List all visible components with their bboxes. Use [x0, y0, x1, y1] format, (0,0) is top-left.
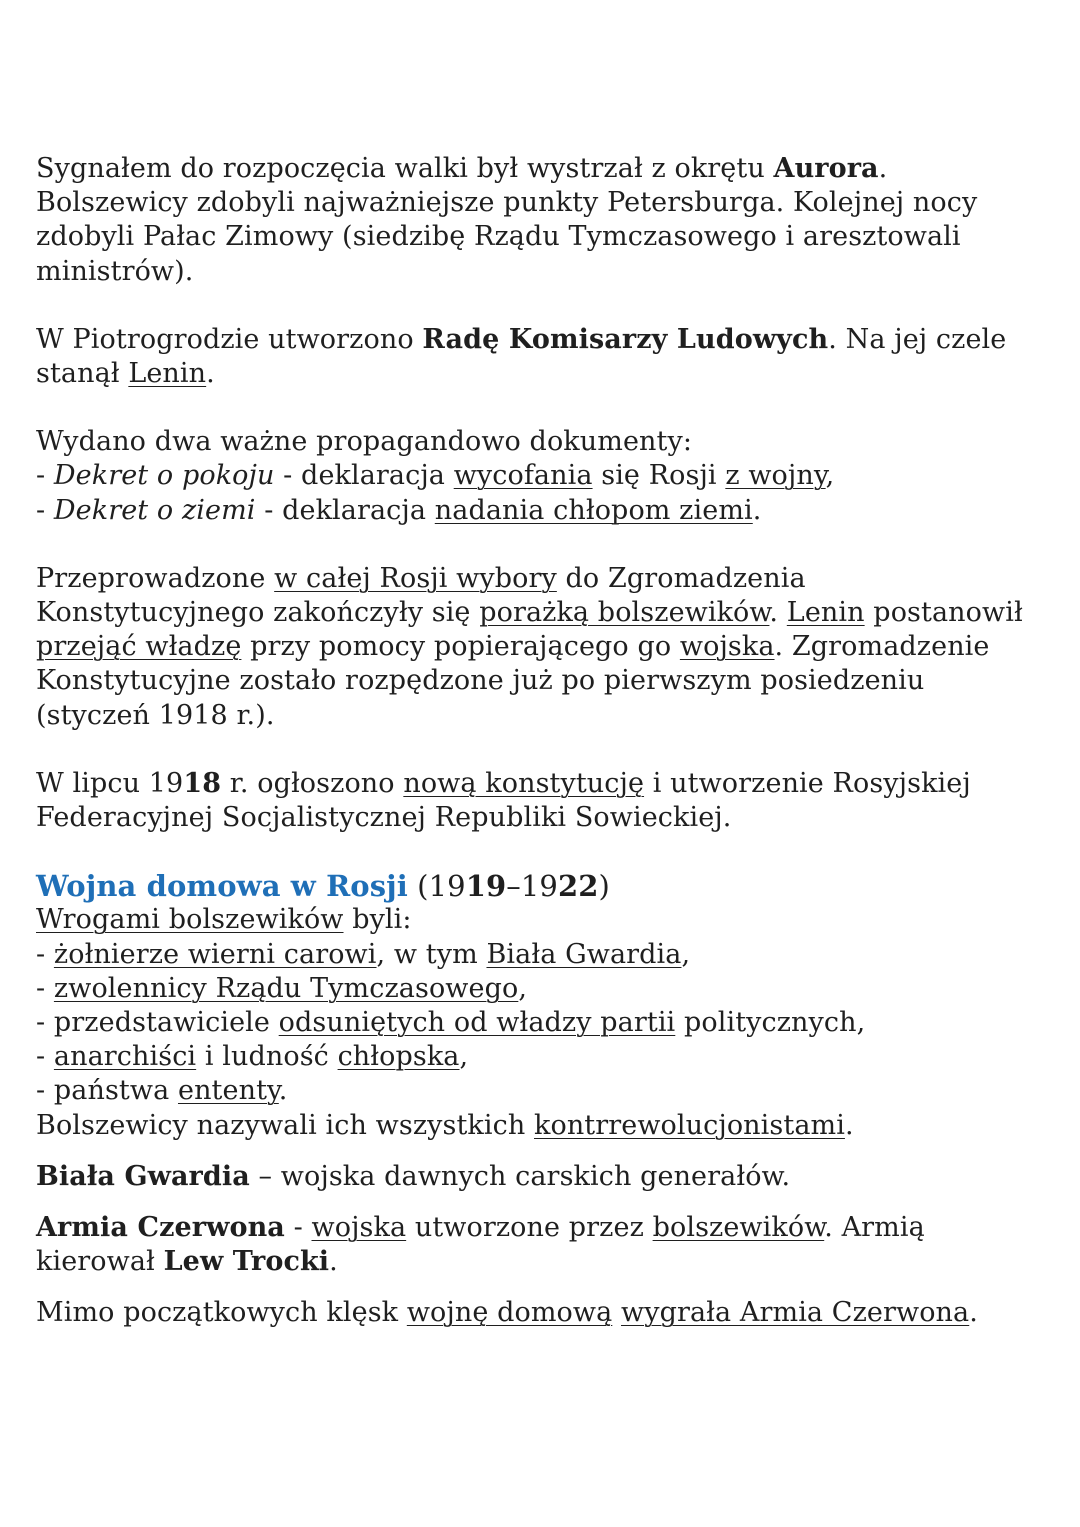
paragraph-dekrety: [36, 425, 1036, 528]
text: W Piotrogrodzie utworzono: [36, 323, 423, 355]
enemies-outro: Bolszewicy nazywali ich wszystkich kontrrewolucjonistami.: [36, 1109, 854, 1141]
section-heading: Wojna domowa w Rosji (1919–1922): [36, 869, 610, 904]
text: . Bolszewicy zdobyli najważniejsze punkty Petersburga. Kolejnej nocy zdobyli Pałac Zimowy (siedzibę Rządu Tymczasowego i aresztowali ministrów).: [36, 153, 978, 287]
bold-term: Biała Gwardia: [36, 1160, 250, 1192]
underlined-term: nadania chłopom ziemi: [434, 494, 753, 526]
underlined-term: anarchiści: [53, 1041, 197, 1073]
paragraph-armia-czerwona: Armia Czerwona - wojska utworzone przez bolszewików. Armią kierował Lew Trocki.: [36, 1212, 925, 1278]
bold-term-aurora: Aurora: [773, 153, 879, 184]
paragraph-final: Mimo początkowych klęsk wojnę domową wygrała Armia Czerwona.: [36, 1297, 978, 1329]
underlined-term: zwolennicy Rządu Tymczasowego: [53, 972, 519, 1004]
underlined-term: kontrrewolucjonistami: [534, 1109, 845, 1141]
list-item: - żołnierze wierni carowi, w tym Biała Gwardia,: [36, 938, 691, 970]
paragraph-rada-komisarzy: [36, 323, 1036, 391]
paragraph-aurora: [36, 152, 1036, 289]
document-page: [36, 152, 1036, 1331]
paragraph-zgromadzenie: Przeprowadzone w całej Rosji wybory do Zgromadzenia Konstytucyjnego zakończyły się porażką bolszewików. Lenin postanowił przejąć władzę przy pomocy popierającego go wojska. Zgromadzenie Konstytucyjne zostało rozpędzone już po pierwszym posiedzeniu (styczeń 1918 r.).: [36, 562, 1023, 731]
bold-term: Lew Trocki: [163, 1246, 330, 1278]
section-title: Wojna domowa w Rosji: [36, 869, 408, 904]
underlined-term: wygrała Armia Czerwona: [621, 1297, 970, 1329]
bold-term-rada: Radę Komisarzy Ludowych: [422, 323, 829, 355]
paragraph-konstytucja: W lipcu 1918 r. ogłoszono nową konstytucję i utworzenie Rosyjskiej Federacyjnej Socjalistycznej Republiki Sowieckiej.: [36, 767, 971, 834]
list-item: - zwolennicy Rządu Tymczasowego,: [36, 972, 528, 1004]
text: Sygnałem do rozpoczęcia walki był wystrzał z okrętu: [36, 153, 774, 184]
underlined-term: bolszewików: [652, 1212, 825, 1244]
dekrety-intro: Wydano dwa ważne propagandowo dokumenty:: [36, 426, 693, 458]
text: .: [206, 358, 215, 390]
underlined-term: Lenin: [786, 597, 865, 629]
underlined-term: żołnierze wierni carowi: [53, 938, 377, 970]
underlined-term: wycofania: [453, 460, 593, 492]
underlined-term: nową konstytucję: [403, 767, 645, 799]
enemies-intro: Wrogami bolszewików byli:: [36, 904, 412, 936]
underlined-term: wojska: [311, 1212, 407, 1244]
underlined-term: Lenin: [128, 358, 207, 390]
list-item: - anarchiści i ludność chłopska,: [36, 1041, 469, 1073]
list-item-dekret-pokoju: - Dekret o pokoju - deklaracja wycofania się Rosji z wojny,: [36, 460, 835, 492]
underlined-term: w całej Rosji wybory: [274, 562, 557, 594]
text: . Na jej czele stanął: [36, 323, 1007, 390]
list-item: - państwa ententy.: [36, 1075, 288, 1107]
italic-term: Dekret o pokoju: [53, 460, 275, 492]
underlined-term: chłopska: [337, 1041, 460, 1073]
bold-term: Armia Czerwona: [36, 1212, 285, 1244]
underlined-term: odsuniętych od władzy partii: [278, 1007, 676, 1039]
list-item-dekret-ziemi: - Dekret o ziemi - deklaracja nadania chłopom ziemi.: [36, 494, 762, 526]
underlined-term: przejąć władzę: [36, 631, 242, 663]
underlined-term: z wojny: [725, 460, 826, 492]
underlined-term: porażką bolszewików: [479, 597, 770, 629]
underlined-term: Wrogami bolszewików: [36, 904, 344, 936]
italic-term: Dekret o ziemi: [53, 494, 256, 526]
bold-year: 18: [183, 767, 222, 799]
list-item: - przedstawiciele odsuniętych od władzy partii politycznych,: [36, 1007, 866, 1039]
underlined-term: wojska: [679, 631, 775, 663]
paragraph-biala-gwardia: Biała Gwardia – wojska dawnych carskich generałów.: [36, 1160, 791, 1192]
underlined-term: ententy: [177, 1075, 279, 1107]
underlined-term: Biała Gwardia: [486, 938, 682, 970]
underlined-term: wojnę domową: [406, 1297, 613, 1329]
enemies-list: [36, 903, 1036, 1142]
